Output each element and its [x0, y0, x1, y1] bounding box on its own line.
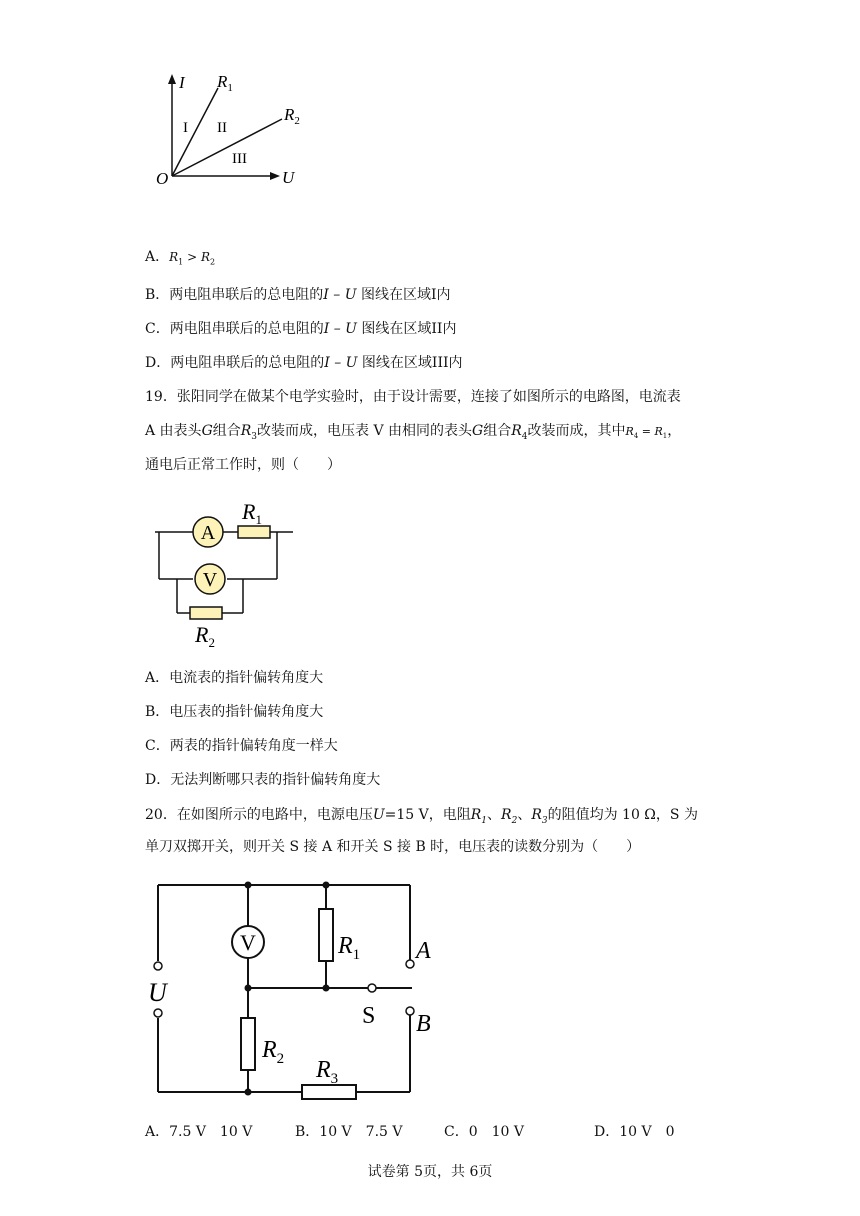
i-axis-arrow	[168, 74, 176, 84]
q18-option-d: D．两电阻串联后的总电阻的I – U 图线在区域III内	[145, 355, 463, 371]
junction-dot	[323, 985, 330, 992]
resistor-r3	[302, 1085, 356, 1099]
b-label: B	[416, 1011, 431, 1037]
junction-dot	[245, 985, 252, 992]
u-axis-label: U	[282, 168, 295, 187]
q19-line-1: 19．张阳同学在做某个电学实验时，由于设计需要，连接了如图所示的电路图，电流表	[145, 389, 681, 405]
q19-option-b: B．电压表的指针偏转角度大	[145, 704, 324, 720]
i-axis-label: I	[179, 73, 185, 92]
q18-option-c: C．两电阻串联后的总电阻的I – U 图线在区域II内	[145, 321, 457, 337]
q19-option-a: A．电流表的指针偏转角度大	[145, 670, 324, 686]
r1-label: $R_1$	[242, 499, 262, 527]
q20-option-c: C．0 10 V	[444, 1124, 524, 1140]
region-1-label: I	[183, 120, 188, 136]
q19-option-d: D．无法判断哪只表的指针偏转角度大	[145, 772, 381, 788]
terminal-u-top	[154, 962, 162, 970]
q20-option-b: B．10 V 7.5 V	[295, 1124, 403, 1140]
voltmeter-label: V	[240, 930, 256, 955]
q18-option-b: B．两电阻串联后的总电阻的I – U 图线在区域I内	[145, 287, 451, 303]
junction-dot	[323, 882, 330, 889]
q19-circuit	[150, 492, 300, 652]
resistor-r2	[241, 1018, 255, 1070]
a-label: A	[416, 938, 431, 964]
region-3-label: III	[232, 151, 247, 167]
r2-line	[172, 119, 282, 176]
s-label: S	[362, 1003, 376, 1029]
terminal-u-bottom	[154, 1009, 162, 1017]
junction-dot	[245, 1089, 252, 1096]
q19-line-3: 通电后正常工作时，则（ ）	[145, 457, 341, 473]
u-label: U	[148, 978, 167, 1007]
q19-line-2: A 由表头G组合$R_3$改装而成，电压表 V 由相同的表头G组合$R_4$改装而成，其中$R_4 = R_1$，	[145, 423, 682, 442]
r2-label: $R_2$	[284, 105, 300, 127]
terminal-b	[406, 1007, 414, 1015]
r1-line	[172, 88, 218, 176]
origin-label: O	[156, 169, 169, 188]
junction-dot	[245, 882, 252, 889]
ammeter-label: A	[200, 522, 216, 544]
q20-line-2: 单刀双掷开关，则开关 S 接 A 和开关 S 接 B 时，电压表的读数分别为（ ）	[145, 839, 641, 855]
q20-line-1: 20．在如图所示的电路中，电源电压U=15 V，电阻$R_1$、$R_2$、$R_3$的阻值均为 10 Ω，S 为	[145, 807, 698, 826]
iu-graph	[150, 66, 320, 196]
q20-circuit	[140, 875, 460, 1105]
r3-label: $R_3$	[316, 1057, 339, 1087]
q20-option-d: D．10 V 0	[594, 1124, 675, 1140]
resistor-r2	[190, 607, 222, 619]
q20-option-a: A．7.5 V 10 V	[145, 1124, 253, 1140]
region-2-label: II	[217, 120, 227, 136]
q18-option-a: A．$R_1 > R_2$	[145, 249, 216, 267]
page-footer: 试卷第 5页，共 6页	[367, 1164, 493, 1180]
u-axis-arrow	[270, 172, 280, 180]
resistor-r1	[238, 526, 270, 538]
r2-label: $R_2$	[262, 1037, 285, 1067]
r2-label: $R_2$	[195, 622, 215, 650]
voltmeter-label: V	[202, 569, 218, 591]
r1-label: $R_1$	[338, 933, 361, 963]
terminal-a	[406, 960, 414, 968]
r1-label: $R_1$	[217, 72, 233, 94]
q19-option-c: C．两表的指针偏转角度一样大	[145, 738, 338, 754]
resistor-r1	[319, 909, 333, 961]
switch-pivot	[368, 984, 376, 992]
